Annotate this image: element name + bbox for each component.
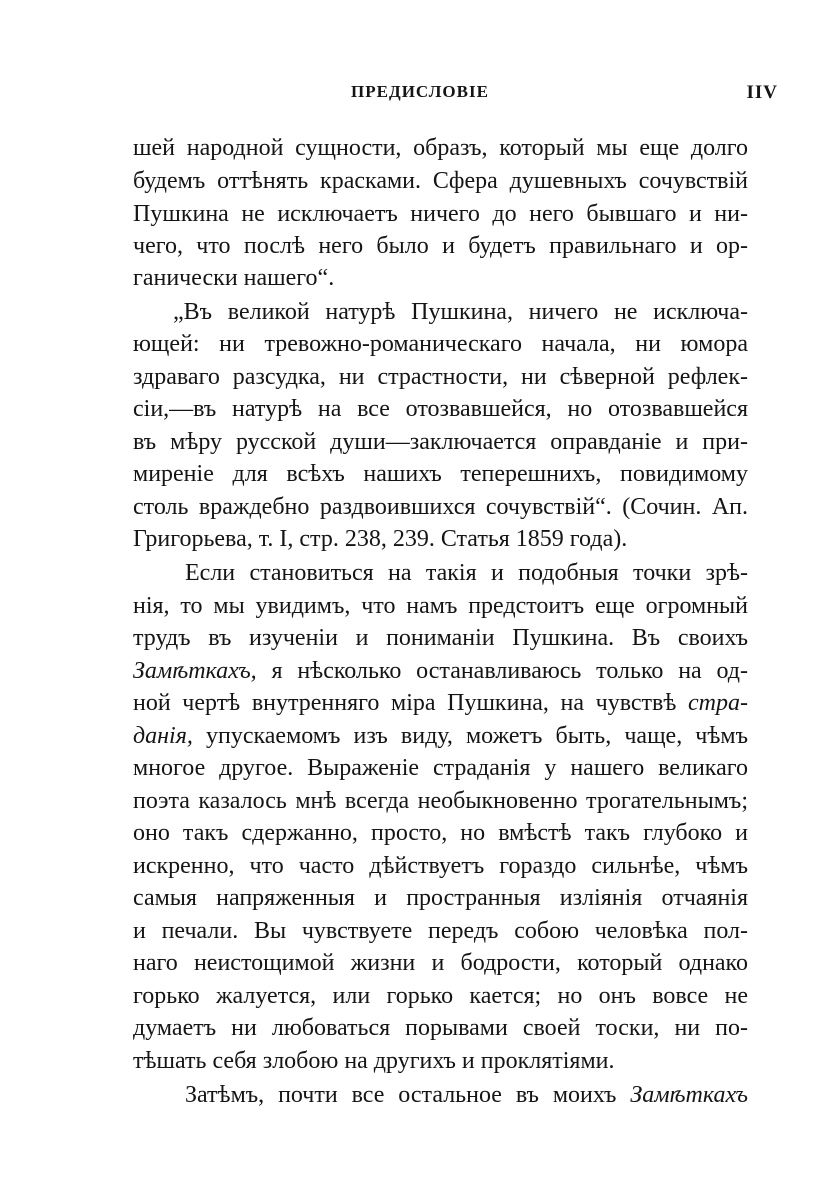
italic-word: стра- [688, 690, 749, 716]
text-line: трудъ въ изученіи и пониманіи Пушкина. Въ своихъ [133, 625, 748, 651]
text-line: здраваго разсудка, ни страстности, ни сѣверной рефлек- [133, 364, 748, 390]
italic-title: Замѣткахъ [630, 1082, 748, 1108]
text-line: чего, что послѣ него было и будетъ правильнаго и ор- [133, 233, 748, 259]
text-line: Если становиться на такія и подобныя точки зрѣ- [185, 560, 748, 586]
text-line: ющей: ни тревожно-романическаго начала, ни юмора [133, 331, 748, 357]
text-line: нія, то мы увидимъ, что намъ предстоитъ еще огромный [133, 593, 748, 619]
italic-word: данія, [133, 723, 193, 749]
text-line: данія, упускаемомъ изъ виду, можетъ быть, чаще, чѣмъ [133, 723, 748, 749]
text-line: горько жалуется, или горько кается; но онъ вовсе не [133, 983, 748, 1009]
text-line: сіи,—въ натурѣ на все отозвавшейся, но отозвавшейся [133, 396, 748, 422]
text-line: Пушкина не исключаетъ ничего до него бывшаго и ни- [133, 201, 748, 227]
text-line: Григорьева, т. I, стр. 238, 239. Статья 1859 года). [133, 526, 628, 552]
text-line: Затѣмъ, почти все остальное въ моихъ Замѣткахъ [185, 1082, 748, 1108]
text-line: въ мѣру русской души—заключается оправданіе и при- [133, 429, 748, 455]
text-line: Замѣткахъ, я нѣсколько останавливаюсь только на од- [133, 658, 749, 684]
text-line: столь враждебно раздвоившихся сочувствій“. (Сочин. Ап. [133, 494, 748, 520]
text-line: самыя напряженныя и пространныя изліянія отчаянія [133, 885, 748, 911]
text-line: искренно, что часто дѣйствуетъ гораздо сильнѣе, чѣмъ [133, 853, 748, 879]
text-line: наго неистощимой жизни и бодрости, который однако [133, 950, 748, 976]
text-line: ганически нашего“. [133, 265, 335, 291]
text-line: многое другое. Выраженіе страданія у нашего великаго [133, 755, 748, 781]
running-header-title: ПРЕДИСЛОВІЕ [351, 82, 489, 101]
text-line: оно такъ сдержанно, просто, но вмѣстѣ такъ глубоко и [133, 820, 748, 846]
text-line: миреніе для всѣхъ нашихъ теперешнихъ, повидимому [133, 461, 748, 487]
text-line: шей народной сущности, образъ, который мы еще долго [133, 135, 748, 161]
italic-title: Замѣткахъ, [133, 658, 257, 684]
text-line: поэта казалось мнѣ всегда необыкновенно трогательнымъ; [133, 788, 748, 814]
text-line: и печали. Вы чувствуете передъ собою человѣка пол- [133, 918, 748, 944]
page-number: IIV [746, 82, 778, 103]
text-line: думаетъ ни любоваться порывами своей тоски, ни по- [133, 1015, 748, 1041]
text-line: тѣшать себя злобою на другихъ и проклятіями. [133, 1048, 615, 1074]
text-line: будемъ оттѣнять красками. Сфера душевныхъ сочувствій [133, 168, 748, 194]
text-line: „Въ великой натурѣ Пушкина, ничего не исключа- [173, 299, 748, 325]
text-line: ной чертѣ внутренняго міра Пушкина, на чувствѣ стра- [133, 690, 749, 716]
